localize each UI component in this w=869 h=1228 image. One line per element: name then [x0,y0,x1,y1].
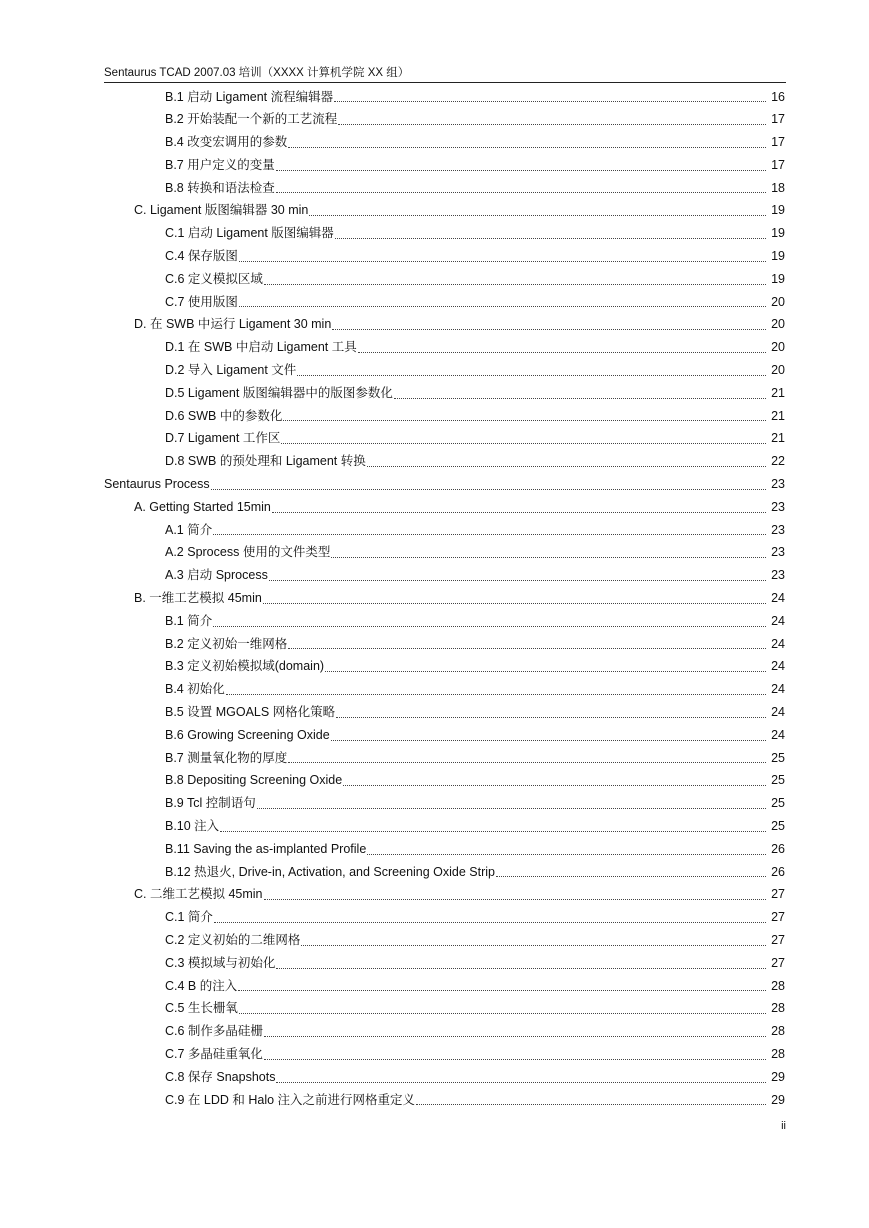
toc-entry-page: 20 [771,363,785,378]
toc-entry[interactable] [0,724,869,747]
toc-entry-page: 24 [771,591,785,606]
toc-entry-title: B.1 启动 Ligament 流程编辑器 [165,89,334,104]
toc-entry[interactable] [0,564,869,587]
dot-leader [283,419,766,421]
toc-entry-page: 25 [771,773,785,788]
toc-entry-page: 23 [771,568,785,583]
dot-leader [331,556,766,558]
dot-leader [301,944,766,946]
toc-entry[interactable] [0,906,869,929]
toc-entry[interactable] [0,268,869,291]
dot-leader [264,1035,766,1037]
toc-entry[interactable] [0,997,869,1020]
toc-entry[interactable] [0,701,869,724]
toc-entry-page: 25 [771,819,785,833]
toc-entry-page: 28 [771,1024,785,1039]
toc-entry[interactable] [0,587,869,610]
toc-entry-title: B.7 测量氧化物的厚度 [165,750,288,765]
toc-entry[interactable] [0,1020,869,1043]
toc-entry-page: 24 [771,682,785,697]
toc-entry-title: Sentaurus Process [104,477,210,492]
dot-leader [226,693,766,695]
dot-leader [213,533,766,535]
toc-entry[interactable] [0,199,869,222]
dot-leader [358,351,766,353]
toc-entry-page: 26 [771,841,785,856]
toc-entry[interactable] [0,86,869,109]
toc-entry-title: C.5 生长栅氧 [165,1001,238,1016]
dot-leader [276,1081,766,1083]
toc-entry-title: B.3 定义初始模拟域(domain) [165,659,325,674]
toc-entry[interactable] [0,929,869,952]
dot-leader [239,1012,766,1014]
header-title: Sentaurus TCAD 2007.03 培训（XXXX 计算机学院 XX 组） [104,67,410,79]
toc-entry-page: 20 [771,294,785,309]
toc-entry-title: B.2 定义初始一维网格 [165,636,288,651]
toc-entry-title: D. 在 SWB 中运行 Ligament 30 min [134,317,332,332]
dot-leader [272,511,766,513]
toc-entry-page: 24 [771,613,785,628]
toc-entry-title: B.4 初始化 [165,682,225,697]
toc-entry-page: 25 [771,796,785,811]
toc-entry-page: 24 [771,636,785,651]
dot-leader [214,921,766,923]
toc-entry-page: 27 [771,910,785,925]
dot-leader [238,989,766,991]
dot-leader [281,442,766,444]
dot-leader [367,853,766,855]
toc-entry-title: C.1 简介 [165,910,213,925]
dot-leader [297,374,766,376]
toc-entry-page: 18 [771,180,785,195]
dot-leader [220,830,766,832]
toc-entry-title: D.1 在 SWB 中启动 Ligament 工具 [165,340,357,355]
toc-entry-page: 21 [771,385,785,400]
toc-entry-title: B.4 改变宏调用的参数 [165,135,288,150]
toc-entry-page: 16 [771,89,785,104]
toc-entry-page: 26 [771,864,785,879]
toc-entry-page: 23 [771,522,785,537]
toc-entry-title: B.8 转换和语法检查 [165,180,275,195]
toc-entry-page: 22 [771,454,785,469]
toc-entry-page: 19 [771,203,785,218]
toc-entry-page: 24 [771,727,785,742]
toc-entry[interactable] [0,519,869,542]
dot-leader [257,807,766,809]
toc-entry[interactable] [0,861,869,884]
dot-leader [332,328,766,330]
dot-leader [239,305,766,307]
toc-entry-title: B.11 Saving the as-implanted Profile [165,841,367,856]
toc-entry[interactable] [0,359,869,382]
toc-entry-page: 21 [771,431,785,446]
dot-leader [288,647,766,649]
toc-entry-title: B.10 注入 [165,819,220,833]
toc-entry[interactable] [0,473,869,496]
toc-entry-page: 23 [771,499,785,514]
toc-entry[interactable] [0,1066,869,1089]
toc-entry-page: 19 [771,271,785,286]
toc-entry[interactable] [0,838,869,861]
toc-entry-title: B.9 Tcl 控制语句 [165,796,256,811]
toc-entry-title: C.7 多晶硅重氧化 [165,1046,263,1061]
dot-leader [394,397,766,399]
toc-entry-title: C.4 B 的注入 [165,978,238,993]
toc-entry-title: C. 二维工艺模拟 45min [134,887,263,902]
dot-leader [416,1103,766,1105]
dot-leader [211,488,766,490]
dot-leader [276,169,766,171]
toc-entry-page: 25 [771,750,785,765]
dot-leader [335,237,766,239]
toc-entry-title: D.5 Ligament 版图编辑器中的版图参数化 [165,385,393,400]
toc-entry-page: 24 [771,659,785,674]
toc-entry-page: 17 [771,112,785,127]
toc-entry[interactable] [0,427,869,450]
page-number: ii [781,1120,786,1132]
toc-entry[interactable] [0,450,869,473]
toc-entry[interactable] [0,883,869,906]
toc-entry-title: D.2 导入 Ligament 文件 [165,363,297,378]
toc-entry-title: B.8 Depositing Screening Oxide [165,773,343,788]
toc-entry-title: B.5 设置 MGOALS 网格化策略 [165,705,336,720]
toc-entry-title: B.12 热退火, Drive-in, Activation, and Screening Oxide Strip [165,864,496,879]
dot-leader [331,739,766,741]
toc-entry-page: 28 [771,1046,785,1061]
toc-entry-title: A.3 启动 Sprocess [165,568,268,583]
toc-entry[interactable] [0,633,869,656]
dot-leader [334,100,766,102]
toc-entry-title: D.8 SWB 的预处理和 Ligament 转换 [165,454,366,469]
toc-entry-page: 29 [771,1092,785,1107]
toc-entry-title: C.6 定义模拟区域 [165,271,263,286]
toc-entry-page: 17 [771,135,785,150]
dot-leader [496,875,766,877]
toc-entry[interactable] [0,336,869,359]
toc-entry[interactable] [0,177,869,200]
toc-entry-page: 21 [771,408,785,423]
toc-entry[interactable] [0,1089,869,1112]
toc-entry-title: B.2 开始装配一个新的工艺流程 [165,112,338,127]
toc-entry-page: 17 [771,157,785,172]
toc-entry[interactable] [0,222,869,245]
toc-entry-title: C.7 使用版图 [165,294,238,309]
toc-entry[interactable] [0,405,869,428]
toc-entry-title: C.8 保存 Snapshots [165,1069,276,1084]
dot-leader [343,784,766,786]
toc-entry-page: 27 [771,887,785,902]
dot-leader [288,146,766,148]
toc-entry-title: B.6 Growing Screening Oxide [165,727,330,742]
toc-entry[interactable] [0,815,869,838]
toc-entry-page: 29 [771,1069,785,1084]
toc-entry-page: 20 [771,340,785,355]
toc-entry[interactable] [0,291,869,314]
toc-entry[interactable] [0,610,869,633]
toc-entry-title: A.1 简介 [165,522,213,537]
toc-entry-page: 19 [771,249,785,264]
toc-entry-page: 28 [771,978,785,993]
toc-entry-title: C.2 定义初始的二维网格 [165,932,301,947]
toc-entry[interactable] [0,382,869,405]
toc-entry[interactable] [0,496,869,519]
toc-entry-title: A. Getting Started 15min [134,499,271,514]
dot-leader [336,716,766,718]
dot-leader [309,214,766,216]
toc-entry-title: B. 一维工艺模拟 45min [134,591,262,606]
toc-entry-title: C.4 保存版图 [165,249,238,264]
dot-leader [264,283,766,285]
toc-entry-title: B.7 用户定义的变量 [165,157,275,172]
toc-entry-page: 28 [771,1001,785,1016]
toc-entry-title: A.2 Sprocess 使用的文件类型 [165,545,331,560]
dot-leader [264,1058,766,1060]
toc-entry[interactable] [0,1043,869,1066]
toc-entry-title: D.6 SWB 中的参数化 [165,408,283,423]
toc-entry[interactable] [0,678,869,701]
dot-leader [325,670,766,672]
dot-leader [338,123,766,125]
toc-entry-title: C.9 在 LDD 和 Halo 注入之前进行网格重定义 [165,1092,416,1107]
dot-leader [276,967,766,969]
running-header [104,64,786,83]
toc-entry-page: 23 [771,545,785,560]
toc-entry-title: D.7 Ligament 工作区 [165,431,281,446]
toc-entry-page: 23 [771,477,785,492]
toc-entry[interactable] [0,131,869,154]
toc-entry[interactable] [0,108,869,131]
dot-leader [269,579,766,581]
toc-entry-title: C.3 模拟域与初始化 [165,955,276,970]
toc-entry-page: 27 [771,955,785,970]
toc-entry[interactable] [0,792,869,815]
toc-entry-title: C.1 启动 Ligament 版图编辑器 [165,226,334,241]
dot-leader [367,465,766,467]
toc-entry[interactable] [0,952,869,975]
table-of-contents [0,86,869,1112]
toc-entry-page: 20 [771,317,785,332]
toc-entry-page: 19 [771,226,785,241]
toc-entry-page: 24 [771,705,785,720]
toc-entry[interactable] [0,313,869,336]
toc-entry[interactable] [0,154,869,177]
toc-entry-title: C.6 制作多晶硅栅 [165,1024,263,1039]
dot-leader [276,191,766,193]
toc-entry-page: 27 [771,932,785,947]
toc-entry[interactable] [0,541,869,564]
toc-entry[interactable] [0,769,869,792]
dot-leader [288,761,766,763]
dot-leader [264,898,767,900]
dot-leader [263,602,766,604]
toc-entry-title: B.1 简介 [165,613,213,628]
toc-entry[interactable] [0,655,869,678]
toc-entry-title: C. Ligament 版图编辑器 30 min [134,203,309,218]
dot-leader [213,625,766,627]
toc-entry[interactable] [0,245,869,268]
toc-entry[interactable] [0,975,869,998]
toc-entry[interactable] [0,747,869,770]
dot-leader [239,260,766,262]
